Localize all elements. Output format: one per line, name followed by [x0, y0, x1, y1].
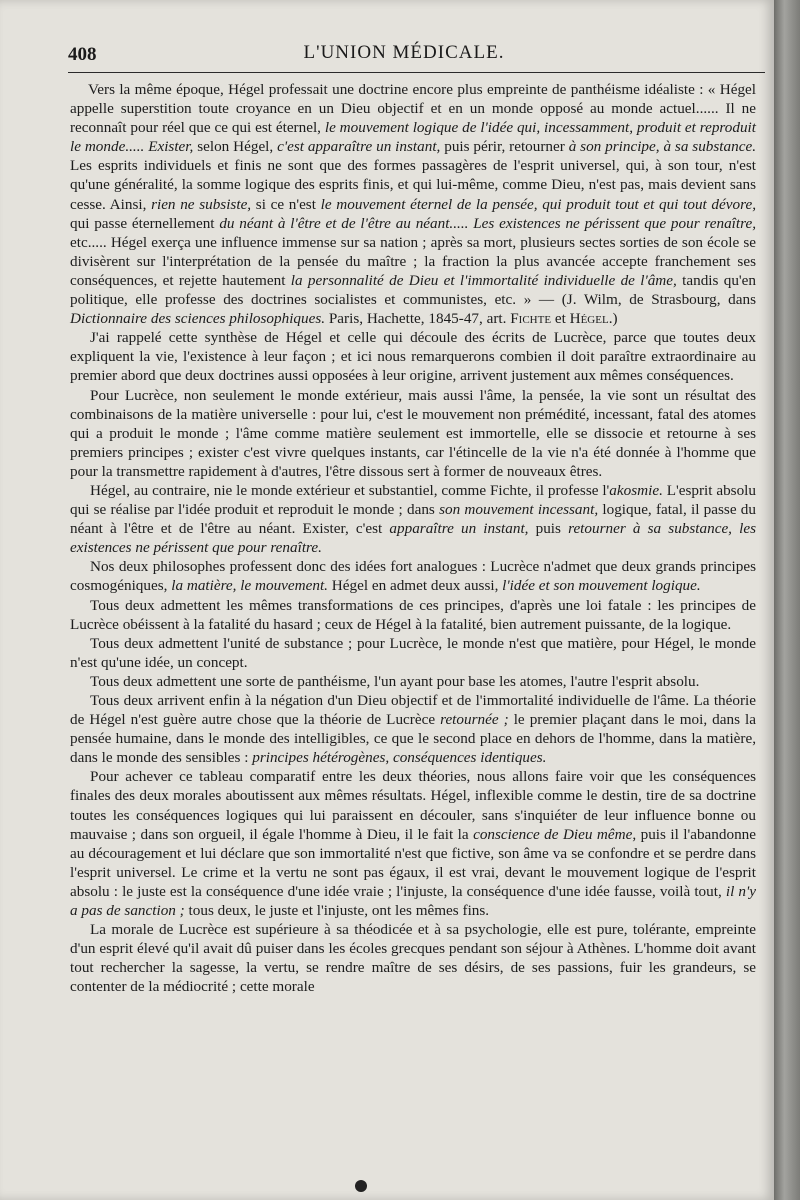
page-number: 408 [68, 44, 97, 65]
italic-text: à son principe, à sa substance. [568, 138, 756, 156]
italic-text: la personnalité de Dieu et l'immortalité individuelle de l'âme, [290, 271, 677, 289]
text-segment: J'ai rappelé cette synthèse de Hégel et celle qui découle des écrits de Lucrèce, parce que toutes deux expliquent la vie, l'existence à leur façon ; et ici nous remarquerons combien il doit paraître extraordinaire au premier abord que deux doctrines aussi opposées à leur origine, arrivent justement aux mêmes conséquences. [70, 329, 756, 385]
text-segment: tandis qu'en politique, elle professe des doctrines socialistes et communistes, etc. » — (J. Wilm, de Strasbourg, dans [70, 271, 756, 309]
italic-text: Dictionnaire des sciences philosophiques. [70, 310, 326, 328]
small-caps-text: Fichte [510, 310, 552, 328]
text-segment: Hégel en admet deux aussi, [327, 577, 503, 595]
text-segment: qui passe éternellement [70, 214, 220, 232]
small-caps-text: Hégel [569, 310, 609, 328]
text-segment: si ce n'est [251, 195, 321, 213]
paragraph [70, 920, 756, 996]
italic-text: le mouvement logique de l'idée qui, incessamment, produit et reproduit le monde..... Exister, [70, 119, 756, 156]
italic-text: apparaître un instant, [389, 520, 529, 538]
italic-text: retourner à sa substance, les existences ne périssent que pour renaître. [70, 520, 756, 557]
paragraph [70, 557, 756, 595]
text-segment: etc..... Hégel exerça une influence immense sur sa nation ; après sa mort, plusieurs sectes sorties de son école se divisèrent sur l'interprétation de la pensée du maître ; la fraction la plus avancée accepte franchement ses conséquences, et rejette hautement [70, 233, 756, 289]
italic-text: le mouvement éternel de la pensée, qui produit tout et qui tout dévore, [320, 195, 756, 213]
text-segment: et [551, 310, 570, 328]
text-segment: Tous deux arrivent enfin à la négation d'un Dieu objectif et de l'immortalité individuelle de l'âme. La théorie de Hégel n'est guère autre chose que la théorie de Lucrèce [70, 692, 756, 729]
paragraph [70, 481, 756, 557]
text-segment: tous deux, le juste et l'injuste, ont les mêmes fins. [184, 902, 490, 920]
italic-text: l'idée et son mouvement logique. [502, 577, 701, 595]
text-segment: Paris, Hachette, 1845-47, art. [325, 310, 511, 328]
text-segment: Les esprits individuels et finis ne sont que des formes passagères de l'esprit universel, qui, à son tour, n'est qu'une généralité, la somme logique des esprits finis, et qui lui-même, comme Dieu, n'est pas, mais devient sans cesse. Ainsi, [70, 157, 756, 213]
paragraph [70, 386, 756, 481]
text-segment: logique, fatal, il passe du néant à l'être et de l'être au néant. Exister, c'est [70, 501, 756, 538]
paragraph [70, 767, 756, 920]
text-segment: Pour achever ce tableau comparatif entre les deux théories, nous allons faire voir que les conséquences finales des deux morales aboutissent aux mêmes résultats. Hégel, inflexible comme le destin, tire de sa doctrine toutes les conséquences logiques qui lui paraissent en découler, sans s'inquiéter de leur influence bonne ou mauvaise ; dans son orgueil, il égale l'homme à Dieu, il le fait la [70, 768, 756, 843]
text-segment: .) [608, 310, 618, 328]
paragraph [70, 691, 756, 767]
italic-text: retournée ; [440, 711, 509, 729]
italic-text: conscience de Dieu même, [473, 825, 637, 843]
text-segment: Nos deux philosophes professent donc des idées fort analogues : Lucrèce n'admet que deux grands principes cosmogéniques, [70, 558, 756, 595]
italic-text: la matière, le mouvement. [171, 577, 328, 595]
paragraph [70, 672, 756, 691]
text-segment: Tous deux admettent une sorte de panthéisme, l'un ayant pour base les atomes, l'autre l'esprit absolu. [90, 672, 700, 690]
paragraph [70, 596, 756, 634]
text-segment: Tous deux admettent les mêmes transformations de ces principes, d'après une loi fatale : les principes de Lucrèce obéissent à la fatalité du hasard ; ceux de Hégel à la fatalité, bien autrement puissante, de la logique. [70, 596, 756, 633]
text-segment: Pour Lucrèce, non seulement le monde extérieur, mais aussi l'âme, la pensée, la vie sont un résultat des combinaisons de la matière universelle : pour lui, c'est le mouvement non prémédité, incessant, fatal des atomes qui a produit le monde ; l'âme comme matière seulement est immortelle, elle se dissocie et retourne à ses premiers principes ; exister c'est vivre quelques instants, car l'étincelle de la vie n'a été donnée à l'homme que pour la transmettre rapidement à d'autres, l'être dissous sert à former de nouveaux êtres. [70, 386, 756, 480]
italic-text: principes hétérogènes, conséquences identiques. [252, 749, 547, 767]
paragraph [70, 80, 756, 328]
text-segment: le premier plaçant dans le moi, dans la pensée humaine, dans le monde des intelligibles, ce que le second place en dehors de l'homme, dans la matière, dans le monde des sensibles : [70, 711, 756, 767]
text-segment: Tous deux admettent l'unité de substance ; pour Lucrèce, le monde n'est que matière, pour Hégel, le monde n'est qu'une idée, un concept. [70, 634, 756, 671]
body-text [70, 80, 756, 997]
text-segment: puis [528, 520, 569, 538]
running-title: L'UNION MÉDICALE. [303, 42, 505, 63]
text-segment: Hégel, au contraire, nie le monde extérieur et substantiel, comme Fichte, il professe l' [90, 481, 610, 499]
italic-text: c'est apparaître un instant, [277, 138, 441, 156]
paragraph [70, 634, 756, 672]
italic-text: du néant à l'être et de l'être au néant..... Les existences ne périssent que pour renaître, [219, 214, 757, 232]
italic-text: rien ne subsiste, [151, 195, 252, 213]
page-edge-shadow [774, 0, 800, 1200]
ink-blot [355, 1180, 367, 1192]
italic-text: son mouvement incessant, [439, 501, 599, 519]
text-segment: La morale de Lucrèce est supérieure à sa théodicée et à sa psychologie, elle est pure, tolérante, empreinte d'un esprit élevé qu'il avait dû puiser dans les écoles grecques pendant son séjour à Athènes. L'homme doit avant tout rechercher la sagesse, la vertu, se rendre maître de ses désirs, de ses passions, fuir les grandeurs, se contenter de la médiocrité ; cette morale [70, 921, 756, 996]
italic-text: il n'y a pas de sanction ; [70, 882, 756, 920]
paragraph [70, 328, 756, 385]
italic-text: akosmie. [609, 481, 663, 499]
text-segment: puis il l'abandonne au découragement et lui déclare que son immortalité n'est que fictive, son âme va se confondre et se perdre dans l'esprit universel. Le crime et la vertu ne sont pas égaux, il est vrai, devant le mouvement logique de l'esprit absolu : le juste est la conséquence d'une idée vraie ; l'injuste, la conséquence d'une idée fausse, voilà tout, [70, 825, 757, 900]
text-segment: puis périr, retourner [440, 138, 569, 156]
header-rule [68, 72, 765, 73]
page-header [68, 40, 740, 66]
text-segment: L'esprit absolu qui se réalise par l'idée produit et reproduit le monde ; dans [70, 481, 756, 519]
text-segment: Vers la même époque, Hégel professait une doctrine encore plus empreinte de panthéisme idéaliste : « Hégel appelle superstition toute croyance en un Dieu objectif et en un monde opposé au monde actuel...... Il ne reconnaît pour réel que ce qui est éternel, [70, 81, 756, 137]
text-segment: selon Hégel, [193, 138, 278, 156]
